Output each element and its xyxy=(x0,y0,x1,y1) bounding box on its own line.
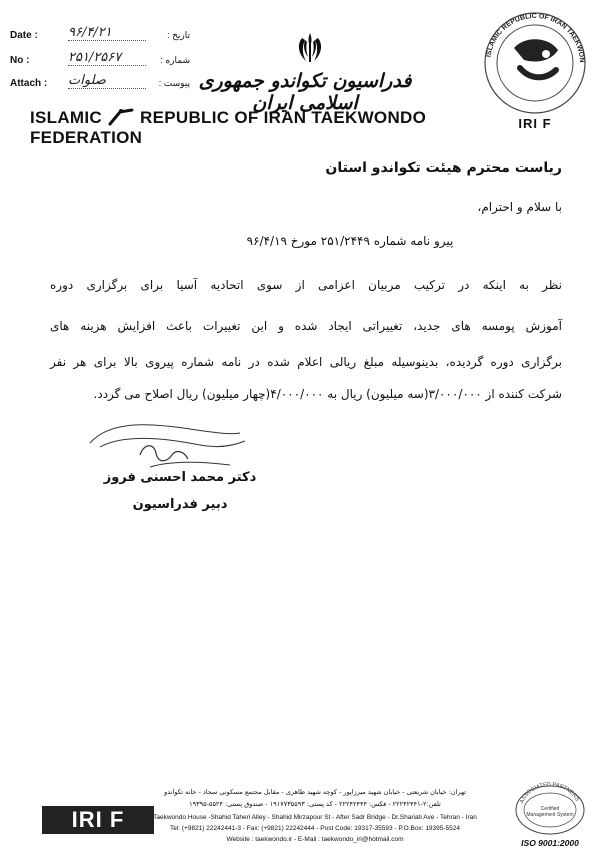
attach-value: صلوات xyxy=(68,73,146,89)
footer-web-en: Website : taekwondo.ir - E-Mail : taekwondo_iri@hotmail.com xyxy=(226,836,404,843)
federation-name-en-part2: REPUBLIC OF IRAN TAEKWONDO FEDERATION xyxy=(30,108,427,147)
date-label: Date : xyxy=(10,30,38,41)
certification-badge-icon xyxy=(512,780,588,836)
iran-emblem-icon xyxy=(292,30,328,66)
certification-label: Certified Management System xyxy=(526,806,574,818)
signer-title: دبیر فدراسیون xyxy=(132,497,228,512)
date-value: ۹۶/۴/۲۱ xyxy=(68,25,146,41)
letter-body-line: آموزش پومسه های جدید، تغییراتی ایجاد شده و این تغییرات باعث افزایش هزینه های xyxy=(50,319,562,333)
federation-name-en xyxy=(30,108,475,148)
footer-phone-fa: تلفن:۲-۲۲۲۴۲۴۴۱ - فکس: ۲۲۲۴۲۴۴۴ - کد پستی: ۱۹۱۷۷۳۵۵۹۳ - صندوق پستی: ۵۵۲۴-۱۹۳۹۵ xyxy=(189,800,441,808)
federation-logo-text: IRI F xyxy=(518,116,552,131)
certification-ring-text: ASSOCIATED PARTNERS xyxy=(519,781,580,805)
letter-addressee: ریاست محترم هیئت تکواندو استان xyxy=(325,160,562,176)
letter-body-line: شرکت کننده از ۳/۰۰۰/۰۰۰(سه میلیون) ریال به ۴/۰۰۰/۰۰۰(چهار میلیون) ریال اصلاح می گردد. xyxy=(93,387,562,401)
federation-logo-emblem-icon xyxy=(476,8,594,118)
footer-logo: IRI F xyxy=(42,806,154,834)
date-label-fa: تاریخ : xyxy=(167,30,190,40)
federation-name-fa: فدراسیون تکواندو جمهوری اسلامی ایران xyxy=(198,70,412,114)
attach-label: Attach : xyxy=(10,78,48,89)
signature-scribble xyxy=(80,415,250,475)
signer-name: دکتر محمد احسنی فروز xyxy=(103,470,257,485)
federation-logo xyxy=(476,8,594,138)
attach-label-fa: پیوست : xyxy=(158,78,190,88)
iso-certification: ISO 9001:2000 xyxy=(521,838,579,848)
letter-reference: پیرو نامه شماره ۲۵۱/۲۴۴۹ مورخ ۹۶/۴/۱۹ xyxy=(246,234,454,248)
federation-name-en-part1: ISLAMIC xyxy=(30,108,102,127)
footer-phone-en: Tel: (+9821) 22242441-3 - Fax: (+9821) 22242444 - Post Code: 19317-35593 - P.O.Box: 19395-5524 xyxy=(169,825,461,832)
footer-address-fa: تهران: خیابان شریعتی - خیابان شهید میرزاپور - کوچه شهید طاهری - مقابل مجتمع مسکونی سجاد - خانه تکواندو xyxy=(164,788,466,796)
footer-address-en: Taekwondo House -Shahid Taheri Alley - Shahid Mirzapour St - After Sadr Bridge - Dr.Shariati Ave - Tehran - Iran xyxy=(153,814,477,821)
taekwondo-kick-icon xyxy=(108,108,134,126)
number-label: No : xyxy=(10,55,30,66)
letter-greeting: با سلام و احترام، xyxy=(477,200,562,214)
letter-body-line: نظر به اینکه در ترکیب مربیان اعزامی از سوی اتحادیه آسیا برای برگزاری دوره xyxy=(50,278,562,292)
federation-logo-ring-text: ISLAMIC REPUBLIC OF IRAN TAEKWON xyxy=(485,12,586,63)
letter-body-line: برگزاری دوره گردیده، بدینوسیله مبلغ ریالی اعلام شده در نامه شماره پیروی بالا برای هر نفر xyxy=(50,355,562,369)
number-label-fa: شماره : xyxy=(160,55,190,65)
number-value: ۲۵۱/۲۵۶۷ xyxy=(68,50,146,66)
